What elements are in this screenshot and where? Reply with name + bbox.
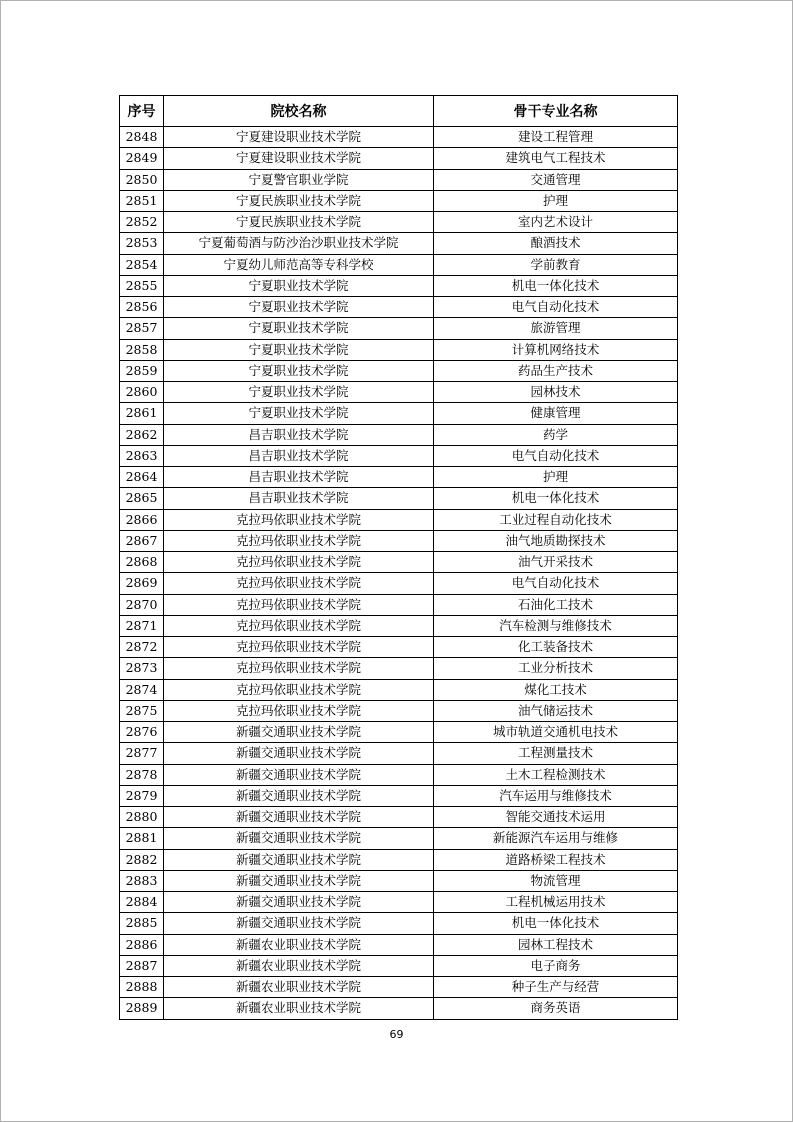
cell-serial-number: 2883 [120, 870, 164, 891]
cell-school-name: 宁夏职业技术学院 [164, 339, 434, 360]
cell-serial-number: 2882 [120, 849, 164, 870]
cell-serial-number: 2849 [120, 148, 164, 169]
cell-serial-number: 2876 [120, 722, 164, 743]
cell-school-name: 昌吉职业技术学院 [164, 488, 434, 509]
cell-school-name: 新疆交通职业技术学院 [164, 892, 434, 913]
table-row [120, 318, 678, 339]
header-row [120, 96, 678, 127]
cell-major-name: 工程机械运用技术 [434, 892, 678, 913]
cell-school-name: 克拉玛依职业技术学院 [164, 530, 434, 551]
table-row [120, 700, 678, 721]
cell-serial-number: 2868 [120, 552, 164, 573]
table-row [120, 849, 678, 870]
cell-school-name: 克拉玛依职业技术学院 [164, 509, 434, 530]
cell-major-name: 交通管理 [434, 169, 678, 190]
cell-serial-number: 2889 [120, 998, 164, 1019]
cell-major-name: 学前教育 [434, 254, 678, 275]
table-row [120, 530, 678, 551]
cell-major-name: 电气自动化技术 [434, 573, 678, 594]
cell-school-name: 新疆农业职业技术学院 [164, 934, 434, 955]
table-row [120, 870, 678, 891]
cell-school-name: 新疆农业职业技术学院 [164, 998, 434, 1019]
table-row [120, 552, 678, 573]
cell-serial-number: 2877 [120, 743, 164, 764]
cell-school-name: 新疆交通职业技术学院 [164, 743, 434, 764]
cell-major-name: 药学 [434, 424, 678, 445]
table-row [120, 212, 678, 233]
cell-serial-number: 2866 [120, 509, 164, 530]
table-body [120, 127, 678, 1020]
table-row [120, 169, 678, 190]
cell-major-name: 电子商务 [434, 955, 678, 976]
cell-school-name: 克拉玛依职业技术学院 [164, 594, 434, 615]
cell-school-name: 新疆交通职业技术学院 [164, 870, 434, 891]
table-row [120, 637, 678, 658]
cell-major-name: 城市轨道交通机电技术 [434, 722, 678, 743]
cell-school-name: 宁夏职业技术学院 [164, 297, 434, 318]
table-row [120, 977, 678, 998]
cell-major-name: 机电一体化技术 [434, 488, 678, 509]
cell-school-name: 宁夏职业技术学院 [164, 275, 434, 296]
table-row [120, 360, 678, 381]
cell-serial-number: 2859 [120, 360, 164, 381]
cell-major-name: 土木工程检测技术 [434, 764, 678, 785]
cell-serial-number: 2887 [120, 955, 164, 976]
cell-school-name: 克拉玛依职业技术学院 [164, 552, 434, 573]
cell-serial-number: 2855 [120, 275, 164, 296]
cell-school-name: 新疆交通职业技术学院 [164, 807, 434, 828]
cell-major-name: 机电一体化技术 [434, 913, 678, 934]
cell-school-name: 克拉玛依职业技术学院 [164, 679, 434, 700]
table-row [120, 488, 678, 509]
cell-school-name: 新疆交通职业技术学院 [164, 849, 434, 870]
table-row [120, 764, 678, 785]
table-row [120, 382, 678, 403]
cell-school-name: 宁夏幼儿师范高等专科学校 [164, 254, 434, 275]
table-row [120, 467, 678, 488]
cell-serial-number: 2851 [120, 190, 164, 211]
cell-serial-number: 2853 [120, 233, 164, 254]
table-row [120, 148, 678, 169]
cell-major-name: 护理 [434, 467, 678, 488]
table-row [120, 573, 678, 594]
cell-major-name: 园林工程技术 [434, 934, 678, 955]
cell-serial-number: 2857 [120, 318, 164, 339]
cell-serial-number: 2852 [120, 212, 164, 233]
table-row [120, 934, 678, 955]
cell-school-name: 宁夏建设职业技术学院 [164, 148, 434, 169]
cell-school-name: 克拉玛依职业技术学院 [164, 658, 434, 679]
table-row [120, 445, 678, 466]
cell-serial-number: 2862 [120, 424, 164, 445]
cell-major-name: 道路桥梁工程技术 [434, 849, 678, 870]
cell-school-name: 昌吉职业技术学院 [164, 467, 434, 488]
cell-serial-number: 2870 [120, 594, 164, 615]
cell-major-name: 旅游管理 [434, 318, 678, 339]
table-row [120, 594, 678, 615]
cell-serial-number: 2850 [120, 169, 164, 190]
table-row [120, 807, 678, 828]
cell-school-name: 昌吉职业技术学院 [164, 424, 434, 445]
cell-major-name: 油气储运技术 [434, 700, 678, 721]
cell-serial-number: 2873 [120, 658, 164, 679]
cell-major-name: 商务英语 [434, 998, 678, 1019]
header-school-name: 院校名称 [164, 96, 434, 127]
cell-serial-number: 2864 [120, 467, 164, 488]
cell-major-name: 建筑电气工程技术 [434, 148, 678, 169]
cell-school-name: 宁夏警官职业学院 [164, 169, 434, 190]
cell-serial-number: 2854 [120, 254, 164, 275]
cell-serial-number: 2884 [120, 892, 164, 913]
cell-major-name: 电气自动化技术 [434, 297, 678, 318]
cell-serial-number: 2869 [120, 573, 164, 594]
table-row [120, 190, 678, 211]
table-row [120, 233, 678, 254]
cell-school-name: 宁夏民族职业技术学院 [164, 190, 434, 211]
table-row [120, 275, 678, 296]
table-row [120, 892, 678, 913]
cell-serial-number: 2880 [120, 807, 164, 828]
table-row [120, 913, 678, 934]
table-row [120, 509, 678, 530]
cell-school-name: 新疆农业职业技术学院 [164, 977, 434, 998]
cell-serial-number: 2863 [120, 445, 164, 466]
cell-major-name: 石油化工技术 [434, 594, 678, 615]
cell-serial-number: 2871 [120, 615, 164, 636]
cell-serial-number: 2886 [120, 934, 164, 955]
cell-school-name: 宁夏职业技术学院 [164, 382, 434, 403]
table-row [120, 785, 678, 806]
cell-serial-number: 2881 [120, 828, 164, 849]
cell-major-name: 汽车运用与维修技术 [434, 785, 678, 806]
table-row [120, 127, 678, 148]
cell-school-name: 昌吉职业技术学院 [164, 445, 434, 466]
cell-serial-number: 2858 [120, 339, 164, 360]
cell-serial-number: 2874 [120, 679, 164, 700]
page-number: 69 [389, 1028, 404, 1041]
cell-school-name: 新疆交通职业技术学院 [164, 785, 434, 806]
cell-school-name: 克拉玛依职业技术学院 [164, 615, 434, 636]
table-row [120, 955, 678, 976]
cell-major-name: 健康管理 [434, 403, 678, 424]
table-row [120, 615, 678, 636]
cell-major-name: 油气地质勘探技术 [434, 530, 678, 551]
cell-major-name: 工业分析技术 [434, 658, 678, 679]
cell-school-name: 宁夏职业技术学院 [164, 318, 434, 339]
cell-school-name: 新疆交通职业技术学院 [164, 722, 434, 743]
cell-major-name: 电气自动化技术 [434, 445, 678, 466]
cell-school-name: 新疆交通职业技术学院 [164, 764, 434, 785]
cell-school-name: 宁夏职业技术学院 [164, 360, 434, 381]
cell-major-name: 工业过程自动化技术 [434, 509, 678, 530]
table-row [120, 679, 678, 700]
cell-school-name: 新疆交通职业技术学院 [164, 913, 434, 934]
cell-major-name: 新能源汽车运用与维修 [434, 828, 678, 849]
cell-school-name: 克拉玛依职业技术学院 [164, 637, 434, 658]
table-header [120, 96, 678, 127]
cell-school-name: 克拉玛依职业技术学院 [164, 573, 434, 594]
majors-table [119, 95, 678, 1020]
header-major-name: 骨干专业名称 [434, 96, 678, 127]
cell-serial-number: 2865 [120, 488, 164, 509]
cell-major-name: 机电一体化技术 [434, 275, 678, 296]
cell-major-name: 工程测量技术 [434, 743, 678, 764]
cell-serial-number: 2875 [120, 700, 164, 721]
cell-serial-number: 2885 [120, 913, 164, 934]
table-row [120, 743, 678, 764]
cell-serial-number: 2878 [120, 764, 164, 785]
cell-major-name: 药品生产技术 [434, 360, 678, 381]
table-row [120, 254, 678, 275]
cell-serial-number: 2867 [120, 530, 164, 551]
header-serial-number: 序号 [120, 96, 164, 127]
cell-school-name: 新疆交通职业技术学院 [164, 828, 434, 849]
cell-major-name: 室内艺术设计 [434, 212, 678, 233]
cell-serial-number: 2848 [120, 127, 164, 148]
table-row [120, 403, 678, 424]
cell-school-name: 宁夏职业技术学院 [164, 403, 434, 424]
cell-school-name: 宁夏葡萄酒与防沙治沙职业技术学院 [164, 233, 434, 254]
cell-major-name: 化工装备技术 [434, 637, 678, 658]
cell-major-name: 酿酒技术 [434, 233, 678, 254]
cell-serial-number: 2879 [120, 785, 164, 806]
cell-major-name: 种子生产与经营 [434, 977, 678, 998]
cell-major-name: 煤化工技术 [434, 679, 678, 700]
cell-school-name: 克拉玛依职业技术学院 [164, 700, 434, 721]
cell-major-name: 油气开采技术 [434, 552, 678, 573]
cell-serial-number: 2872 [120, 637, 164, 658]
table-row [120, 998, 678, 1019]
table-row [120, 722, 678, 743]
cell-major-name: 园林技术 [434, 382, 678, 403]
table-row [120, 828, 678, 849]
table-row [120, 424, 678, 445]
table-row [120, 658, 678, 679]
cell-major-name: 智能交通技术运用 [434, 807, 678, 828]
table-row [120, 339, 678, 360]
cell-major-name: 物流管理 [434, 870, 678, 891]
cell-major-name: 计算机网络技术 [434, 339, 678, 360]
cell-major-name: 建设工程管理 [434, 127, 678, 148]
cell-school-name: 宁夏建设职业技术学院 [164, 127, 434, 148]
cell-school-name: 宁夏民族职业技术学院 [164, 212, 434, 233]
cell-school-name: 新疆农业职业技术学院 [164, 955, 434, 976]
cell-serial-number: 2860 [120, 382, 164, 403]
cell-serial-number: 2861 [120, 403, 164, 424]
cell-serial-number: 2888 [120, 977, 164, 998]
table-row [120, 297, 678, 318]
cell-major-name: 汽车检测与维修技术 [434, 615, 678, 636]
cell-serial-number: 2856 [120, 297, 164, 318]
cell-major-name: 护理 [434, 190, 678, 211]
